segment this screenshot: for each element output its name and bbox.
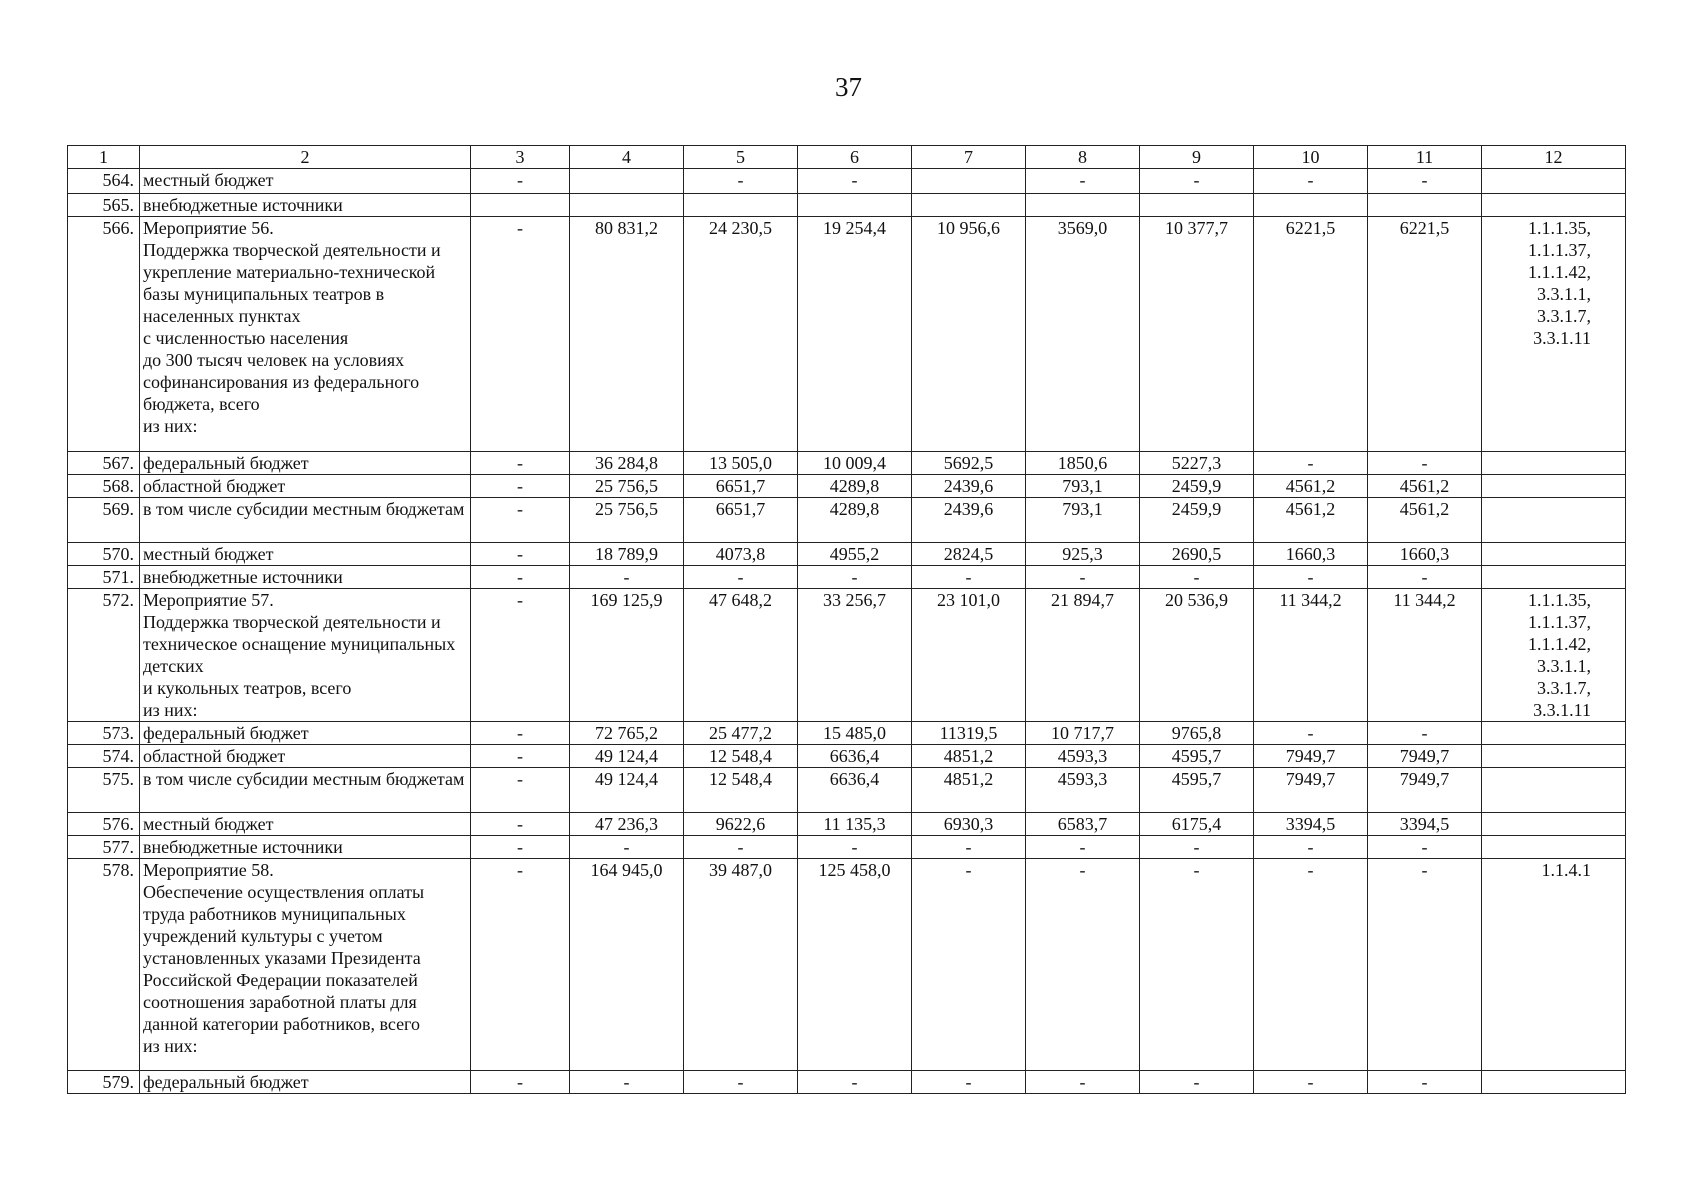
value-cell-col-11: - bbox=[1368, 169, 1482, 194]
row-name-line: внебюджетные источники bbox=[143, 195, 343, 215]
value-cell-col-10: - bbox=[1254, 859, 1368, 1071]
row-name bbox=[140, 475, 471, 498]
value-cell-col-10: - bbox=[1254, 452, 1368, 475]
column-number-4: 4 bbox=[570, 146, 684, 169]
table-row bbox=[68, 589, 1626, 722]
value-cell-col-4: 47 236,3 bbox=[570, 813, 684, 836]
row-number: 569. bbox=[68, 498, 140, 543]
value-cell-col-8: - bbox=[1026, 1071, 1140, 1094]
row-number: 565. bbox=[68, 194, 140, 217]
value-cell-col-5: 12 548,4 bbox=[684, 745, 798, 768]
table-row bbox=[68, 768, 1626, 813]
reference-line: 1.1.1.37, bbox=[1528, 240, 1591, 260]
reference-line: 1.1.1.35, bbox=[1528, 590, 1591, 610]
value-cell-col-3 bbox=[471, 194, 570, 217]
value-cell-col-6: 15 485,0 bbox=[798, 722, 912, 745]
reference-line: 3.3.1.11 bbox=[1533, 700, 1591, 720]
reference-cell bbox=[1482, 722, 1626, 745]
value-cell-col-3: - bbox=[471, 566, 570, 589]
value-cell-col-4: 25 756,5 bbox=[570, 475, 684, 498]
row-name-line: областной бюджет bbox=[143, 476, 286, 496]
row-name bbox=[140, 452, 471, 475]
value-cell-col-10: 4561,2 bbox=[1254, 475, 1368, 498]
page-number: 37 bbox=[835, 72, 862, 102]
value-cell-col-4: - bbox=[570, 836, 684, 859]
value-cell-col-4: 49 124,4 bbox=[570, 745, 684, 768]
value-cell-col-9: - bbox=[1140, 169, 1254, 194]
row-name bbox=[140, 169, 471, 194]
row-name-line: Поддержка творческой деятельности и техническое оснащение муниципальных детских bbox=[143, 612, 456, 676]
table-row bbox=[68, 498, 1626, 543]
column-number-7: 7 bbox=[912, 146, 1026, 169]
value-cell-col-3: - bbox=[471, 498, 570, 543]
value-cell-col-7 bbox=[912, 169, 1026, 194]
reference-cell bbox=[1482, 1071, 1626, 1094]
row-name bbox=[140, 543, 471, 566]
value-cell-col-9: 4595,7 bbox=[1140, 768, 1254, 813]
value-cell-col-11: - bbox=[1368, 566, 1482, 589]
reference-cell bbox=[1482, 452, 1626, 475]
value-cell-col-10: 6221,5 bbox=[1254, 217, 1368, 452]
row-name bbox=[140, 589, 471, 722]
column-number-3: 3 bbox=[471, 146, 570, 169]
row-name-line: в том числе субсидии местным бюджетам bbox=[143, 769, 465, 789]
value-cell-col-9: - bbox=[1140, 859, 1254, 1071]
value-cell-col-9: 9765,8 bbox=[1140, 722, 1254, 745]
table-row bbox=[68, 859, 1626, 1071]
table-row bbox=[68, 452, 1626, 475]
value-cell-col-6: 33 256,7 bbox=[798, 589, 912, 722]
value-cell-col-6 bbox=[798, 194, 912, 217]
value-cell-col-8: 6583,7 bbox=[1026, 813, 1140, 836]
column-number-2: 2 bbox=[140, 146, 471, 169]
row-number: 567. bbox=[68, 452, 140, 475]
reference-line: 3.3.1.7, bbox=[1537, 678, 1591, 698]
value-cell-col-6: 4289,8 bbox=[798, 475, 912, 498]
reference-cell bbox=[1482, 194, 1626, 217]
value-cell-col-3: - bbox=[471, 836, 570, 859]
row-number: 573. bbox=[68, 722, 140, 745]
column-number-11: 11 bbox=[1368, 146, 1482, 169]
value-cell-col-3: - bbox=[471, 475, 570, 498]
row-number: 575. bbox=[68, 768, 140, 813]
value-cell-col-6: 125 458,0 bbox=[798, 859, 912, 1071]
column-number-5: 5 bbox=[684, 146, 798, 169]
row-number: 578. bbox=[68, 859, 140, 1071]
value-cell-col-7: 2439,6 bbox=[912, 475, 1026, 498]
value-cell-col-11: 7949,7 bbox=[1368, 768, 1482, 813]
value-cell-col-10: - bbox=[1254, 1071, 1368, 1094]
row-name-line: федеральный бюджет bbox=[143, 453, 309, 473]
value-cell-col-9: 5227,3 bbox=[1140, 452, 1254, 475]
value-cell-col-11: 6221,5 bbox=[1368, 217, 1482, 452]
row-number: 568. bbox=[68, 475, 140, 498]
value-cell-col-9: 6175,4 bbox=[1140, 813, 1254, 836]
value-cell-col-5: - bbox=[684, 566, 798, 589]
value-cell-col-5 bbox=[684, 194, 798, 217]
value-cell-col-11: - bbox=[1368, 722, 1482, 745]
budget-table bbox=[67, 145, 1626, 1094]
row-name-line: Мероприятие 56. bbox=[143, 218, 274, 238]
value-cell-col-6: 4955,2 bbox=[798, 543, 912, 566]
value-cell-col-9: 2459,9 bbox=[1140, 475, 1254, 498]
value-cell-col-8: - bbox=[1026, 169, 1140, 194]
value-cell-col-10: - bbox=[1254, 722, 1368, 745]
value-cell-col-3: - bbox=[471, 768, 570, 813]
reference-cell bbox=[1482, 859, 1626, 1071]
value-cell-col-7: 10 956,6 bbox=[912, 217, 1026, 452]
value-cell-col-5: 6651,7 bbox=[684, 475, 798, 498]
reference-cell bbox=[1482, 566, 1626, 589]
reference-line: 3.3.1.1, bbox=[1537, 656, 1591, 676]
value-cell-col-6: 11 135,3 bbox=[798, 813, 912, 836]
value-cell-col-3: - bbox=[471, 745, 570, 768]
value-cell-col-11: 4561,2 bbox=[1368, 498, 1482, 543]
row-name-line: из них: bbox=[143, 700, 198, 720]
row-number: 570. bbox=[68, 543, 140, 566]
value-cell-col-6: 4289,8 bbox=[798, 498, 912, 543]
value-cell-col-9: 2459,9 bbox=[1140, 498, 1254, 543]
value-cell-col-8: 925,3 bbox=[1026, 543, 1140, 566]
table-row bbox=[68, 543, 1626, 566]
value-cell-col-6: - bbox=[798, 836, 912, 859]
row-name-line: до 300 тысяч человек на условиях софинансирования из федерального бюджета, всего bbox=[143, 350, 420, 414]
value-cell-col-3: - bbox=[471, 217, 570, 452]
row-name-line: с численностью населения bbox=[143, 328, 349, 348]
value-cell-col-3: - bbox=[471, 452, 570, 475]
row-number: 572. bbox=[68, 589, 140, 722]
row-name-line: федеральный бюджет bbox=[143, 1072, 309, 1092]
value-cell-col-7 bbox=[912, 194, 1026, 217]
row-number: 571. bbox=[68, 566, 140, 589]
table-row bbox=[68, 836, 1626, 859]
value-cell-col-10: 1660,3 bbox=[1254, 543, 1368, 566]
reference-line: 1.1.1.35, bbox=[1528, 218, 1591, 238]
value-cell-col-8: 1850,6 bbox=[1026, 452, 1140, 475]
row-name-line: в том числе субсидии местным бюджетам bbox=[143, 499, 465, 519]
value-cell-col-8: - bbox=[1026, 566, 1140, 589]
value-cell-col-7: 4851,2 bbox=[912, 745, 1026, 768]
value-cell-col-9: 2690,5 bbox=[1140, 543, 1254, 566]
row-name bbox=[140, 498, 471, 543]
row-number: 576. bbox=[68, 813, 140, 836]
column-number-10: 10 bbox=[1254, 146, 1368, 169]
value-cell-col-4: 80 831,2 bbox=[570, 217, 684, 452]
row-name bbox=[140, 813, 471, 836]
value-cell-col-8: 10 717,7 bbox=[1026, 722, 1140, 745]
value-cell-col-10: 11 344,2 bbox=[1254, 589, 1368, 722]
value-cell-col-4: 18 789,9 bbox=[570, 543, 684, 566]
value-cell-col-5: - bbox=[684, 1071, 798, 1094]
value-cell-col-3: - bbox=[471, 859, 570, 1071]
reference-line: 1.1.4.1 bbox=[1541, 860, 1591, 880]
value-cell-col-7: 2824,5 bbox=[912, 543, 1026, 566]
value-cell-col-9: - bbox=[1140, 836, 1254, 859]
value-cell-col-5: 6651,7 bbox=[684, 498, 798, 543]
row-name bbox=[140, 1071, 471, 1094]
value-cell-col-9: - bbox=[1140, 566, 1254, 589]
value-cell-col-6: 19 254,4 bbox=[798, 217, 912, 452]
value-cell-col-4: 72 765,2 bbox=[570, 722, 684, 745]
reference-cell bbox=[1482, 217, 1626, 452]
value-cell-col-7: - bbox=[912, 859, 1026, 1071]
value-cell-col-8: - bbox=[1026, 836, 1140, 859]
value-cell-col-10: 7949,7 bbox=[1254, 768, 1368, 813]
row-name-line: Мероприятие 58. bbox=[143, 860, 274, 880]
value-cell-col-4: - bbox=[570, 566, 684, 589]
row-name-line: внебюджетные источники bbox=[143, 837, 343, 857]
value-cell-col-4: 169 125,9 bbox=[570, 589, 684, 722]
value-cell-col-4: 36 284,8 bbox=[570, 452, 684, 475]
reference-cell bbox=[1482, 475, 1626, 498]
table-row bbox=[68, 194, 1626, 217]
value-cell-col-9: 10 377,7 bbox=[1140, 217, 1254, 452]
value-cell-col-6: - bbox=[798, 566, 912, 589]
row-name-line: Обеспечение осуществления оплаты труда работников муниципальных учреждений культуры с учетом установленных указами Президента Российской Федерации показателей соотношения заработной платы для данной категории работников, всего bbox=[143, 882, 425, 1034]
value-cell-col-4 bbox=[570, 169, 684, 194]
value-cell-col-11: 3394,5 bbox=[1368, 813, 1482, 836]
value-cell-col-4: 164 945,0 bbox=[570, 859, 684, 1071]
value-cell-col-10: 7949,7 bbox=[1254, 745, 1368, 768]
value-cell-col-8 bbox=[1026, 194, 1140, 217]
row-name-line: федеральный бюджет bbox=[143, 723, 309, 743]
column-number-12: 12 bbox=[1482, 146, 1626, 169]
value-cell-col-11: 7949,7 bbox=[1368, 745, 1482, 768]
value-cell-col-9: - bbox=[1140, 1071, 1254, 1094]
row-name-line: и кукольных театров, всего bbox=[143, 678, 352, 698]
reference-cell bbox=[1482, 498, 1626, 543]
value-cell-col-10: - bbox=[1254, 836, 1368, 859]
value-cell-col-7: 23 101,0 bbox=[912, 589, 1026, 722]
value-cell-col-3: - bbox=[471, 722, 570, 745]
value-cell-col-6: - bbox=[798, 169, 912, 194]
value-cell-col-5: - bbox=[684, 169, 798, 194]
reference-cell bbox=[1482, 836, 1626, 859]
reference-cell bbox=[1482, 768, 1626, 813]
row-name-line: из них: bbox=[143, 416, 198, 436]
value-cell-col-7: 2439,6 bbox=[912, 498, 1026, 543]
row-number: 577. bbox=[68, 836, 140, 859]
value-cell-col-11: 1660,3 bbox=[1368, 543, 1482, 566]
value-cell-col-11: - bbox=[1368, 859, 1482, 1071]
column-number-9: 9 bbox=[1140, 146, 1254, 169]
value-cell-col-10: - bbox=[1254, 169, 1368, 194]
value-cell-col-11 bbox=[1368, 194, 1482, 217]
value-cell-col-8: 4593,3 bbox=[1026, 768, 1140, 813]
reference-cell bbox=[1482, 543, 1626, 566]
value-cell-col-10: - bbox=[1254, 566, 1368, 589]
value-cell-col-3: - bbox=[471, 589, 570, 722]
row-name bbox=[140, 859, 471, 1071]
reference-cell bbox=[1482, 745, 1626, 768]
value-cell-col-4: - bbox=[570, 1071, 684, 1094]
row-name-line: местный бюджет bbox=[143, 170, 274, 190]
table-row bbox=[68, 1071, 1626, 1094]
value-cell-col-8: 21 894,7 bbox=[1026, 589, 1140, 722]
value-cell-col-8: - bbox=[1026, 859, 1140, 1071]
table-row bbox=[68, 745, 1626, 768]
reference-line: 1.1.1.37, bbox=[1528, 612, 1591, 632]
value-cell-col-10: 4561,2 bbox=[1254, 498, 1368, 543]
value-cell-col-9 bbox=[1140, 194, 1254, 217]
value-cell-col-5: 12 548,4 bbox=[684, 768, 798, 813]
row-name bbox=[140, 194, 471, 217]
row-number: 566. bbox=[68, 217, 140, 452]
row-name bbox=[140, 768, 471, 813]
table-row bbox=[68, 813, 1626, 836]
value-cell-col-4 bbox=[570, 194, 684, 217]
value-cell-col-6: - bbox=[798, 1071, 912, 1094]
table-row bbox=[68, 475, 1626, 498]
value-cell-col-5: 13 505,0 bbox=[684, 452, 798, 475]
value-cell-col-6: 6636,4 bbox=[798, 768, 912, 813]
column-number-6: 6 bbox=[798, 146, 912, 169]
reference-cell bbox=[1482, 589, 1626, 722]
value-cell-col-4: 25 756,5 bbox=[570, 498, 684, 543]
value-cell-col-7: 6930,3 bbox=[912, 813, 1026, 836]
value-cell-col-5: 39 487,0 bbox=[684, 859, 798, 1071]
value-cell-col-7: 11319,5 bbox=[912, 722, 1026, 745]
row-number: 564. bbox=[68, 169, 140, 194]
row-name-line: местный бюджет bbox=[143, 814, 274, 834]
value-cell-col-6: 10 009,4 bbox=[798, 452, 912, 475]
value-cell-col-11: 11 344,2 bbox=[1368, 589, 1482, 722]
reference-line: 1.1.1.42, bbox=[1528, 634, 1591, 654]
row-name bbox=[140, 745, 471, 768]
value-cell-col-11: - bbox=[1368, 452, 1482, 475]
value-cell-col-8: 4593,3 bbox=[1026, 745, 1140, 768]
reference-line: 3.3.1.11 bbox=[1533, 328, 1591, 348]
value-cell-col-11: 4561,2 bbox=[1368, 475, 1482, 498]
value-cell-col-5: 25 477,2 bbox=[684, 722, 798, 745]
value-cell-col-11: - bbox=[1368, 836, 1482, 859]
value-cell-col-9: 4595,7 bbox=[1140, 745, 1254, 768]
value-cell-col-5: - bbox=[684, 836, 798, 859]
value-cell-col-7: 4851,2 bbox=[912, 768, 1026, 813]
value-cell-col-5: 4073,8 bbox=[684, 543, 798, 566]
value-cell-col-3: - bbox=[471, 813, 570, 836]
value-cell-col-11: - bbox=[1368, 1071, 1482, 1094]
reference-line: 3.3.1.7, bbox=[1537, 306, 1591, 326]
value-cell-col-7: - bbox=[912, 836, 1026, 859]
value-cell-col-7: 5692,5 bbox=[912, 452, 1026, 475]
value-cell-col-5: 47 648,2 bbox=[684, 589, 798, 722]
row-name-line: из них: bbox=[143, 1036, 198, 1056]
value-cell-col-5: 24 230,5 bbox=[684, 217, 798, 452]
row-name-line: внебюджетные источники bbox=[143, 567, 343, 587]
reference-cell bbox=[1482, 169, 1626, 194]
column-number-8: 8 bbox=[1026, 146, 1140, 169]
value-cell-col-10 bbox=[1254, 194, 1368, 217]
value-cell-col-3: - bbox=[471, 1071, 570, 1094]
row-number: 579. bbox=[68, 1071, 140, 1094]
row-name bbox=[140, 722, 471, 745]
row-name-line: Поддержка творческой деятельности и укрепление материально-технической базы муниципальных театров в населенных пунктах bbox=[143, 240, 441, 326]
value-cell-col-9: 20 536,9 bbox=[1140, 589, 1254, 722]
value-cell-col-5: 9622,6 bbox=[684, 813, 798, 836]
value-cell-col-7: - bbox=[912, 566, 1026, 589]
reference-line: 3.3.1.1, bbox=[1537, 284, 1591, 304]
row-name-line: областной бюджет bbox=[143, 746, 286, 766]
column-number-1: 1 bbox=[68, 146, 140, 169]
row-name bbox=[140, 566, 471, 589]
value-cell-col-3: - bbox=[471, 169, 570, 194]
row-name bbox=[140, 217, 471, 452]
table-row bbox=[68, 566, 1626, 589]
reference-line: 1.1.1.42, bbox=[1528, 262, 1591, 282]
table-row bbox=[68, 217, 1626, 452]
row-name bbox=[140, 836, 471, 859]
value-cell-col-10: 3394,5 bbox=[1254, 813, 1368, 836]
value-cell-col-7: - bbox=[912, 1071, 1026, 1094]
value-cell-col-8: 3569,0 bbox=[1026, 217, 1140, 452]
column-number-row bbox=[68, 146, 1626, 169]
row-name-line: местный бюджет bbox=[143, 544, 274, 564]
value-cell-col-6: 6636,4 bbox=[798, 745, 912, 768]
row-number: 574. bbox=[68, 745, 140, 768]
reference-cell bbox=[1482, 813, 1626, 836]
value-cell-col-8: 793,1 bbox=[1026, 498, 1140, 543]
table-row bbox=[68, 169, 1626, 194]
row-name-line: Мероприятие 57. bbox=[143, 590, 274, 610]
value-cell-col-8: 793,1 bbox=[1026, 475, 1140, 498]
table-row bbox=[68, 722, 1626, 745]
value-cell-col-4: 49 124,4 bbox=[570, 768, 684, 813]
value-cell-col-3: - bbox=[471, 543, 570, 566]
